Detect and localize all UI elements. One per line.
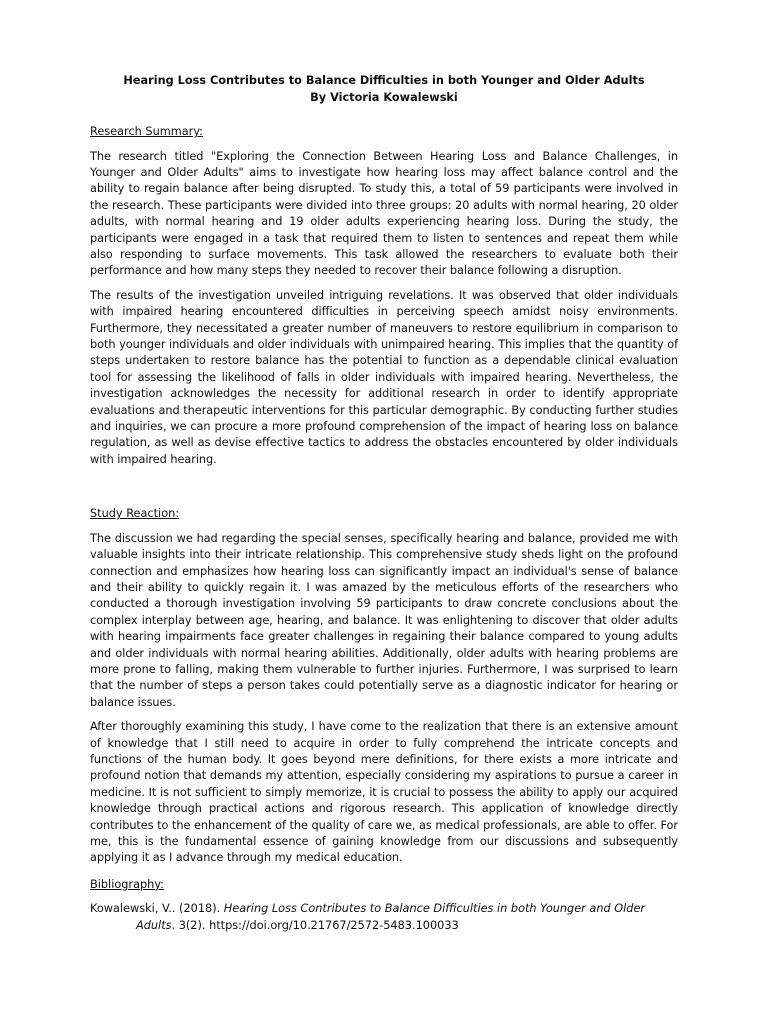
bibliography-details: . 3(2). https://doi.org/10.21767/2572-5483.100033	[171, 918, 459, 932]
bibliography-title: Hearing Loss Contributes to Balance Difficulties in both Younger and Older Adults	[136, 902, 646, 932]
bibliography-author-year: Kowalewski, V.. (2018).	[90, 902, 224, 916]
title-block	[90, 72, 678, 106]
study-reaction-paragraph-2: After thoroughly examining this study, I have come to the realization that there is an extensive amount of knowledge that I still need to acquire in order to fully comprehend the intricate concepts and functions of the human body. It goes beyond mere definitions, for there exists a more intricate and profound notion that demands my attention, especially considering my aspirations to pursue a career in medicine. It is not sufficient to simply memorize, it is crucial to possess the ability to apply our acquired knowledge through practical actions and rigorous research. This application of knowledge directly contributes to the enhancement of the quality of care we, as medical professionals, are able to offer. For me, this is the fundamental essence of gaining knowledge from our discussions and subsequently applying it as I advance through my medical education.	[90, 720, 678, 865]
study-reaction-heading: Study Reaction:	[90, 507, 180, 521]
document-byline: By Victoria Kowalewski	[310, 91, 458, 104]
bibliography-entry	[90, 901, 678, 934]
document-title: Hearing Loss Contributes to Balance Difficulties in both Younger and Older Adults	[123, 74, 645, 87]
study-reaction-paragraph-1: The discussion we had regarding the special senses, specifically hearing and balance, provided me with valuable insights into their intricate relationship. This comprehensive study sheds light on the profound connection and emphasizes how hearing loss can significantly impact an individual's sense of balance and their ability to quickly regain it. I was amazed by the meticulous efforts of the researchers who conducted a thorough investigation involving 59 participants to draw concrete conclusions about the complex interplay between age, hearing, and balance. It was enlightening to discover that older adults with hearing impairments face greater challenges in regaining their balance compared to young adults and older individuals with normal hearing abilities. Additionally, older adults with hearing problems are more prone to falling, making them vulnerable to further injuries. Furthermore, I was surprised to learn that the number of steps a person takes could potentially serve as a diagnostic indicator for hearing or balance issues.	[90, 531, 678, 709]
research-summary-paragraph-2: The results of the investigation unveiled intriguing revelations. It was observed that older individuals with impaired hearing encountered difficulties in perceiving speech amidst noisy environments. Furthermore, they necessitated a greater number of maneuvers to restore equilibrium in comparison to both younger individuals and older individuals with unimpaired hearing. This implies that the quantity of steps undertaken to restore balance has the potential to function as a dependable clinical evaluation tool for assessing the likelihood of falls in older individuals with impaired hearing. Nevertheless, the investigation acknowledges the necessity for additional research in order to identify appropriate evaluations and therapeutic interventions for this particular demographic. By conducting further studies and inquiries, we can procure a more profound comprehension of the impact of hearing loss on balance regulation, as well as devise effective tactics to address the obstacles encountered by older individuals with impaired hearing.	[90, 288, 678, 466]
research-summary-paragraph-1: The research titled "Exploring the Connection Between Hearing Loss and Balance Challenges, in Younger and Older Adults" aims to investigate how hearing loss may affect balance control and the ability to regain balance after being disrupted. To study this, a total of 59 participants were involved in the research. These participants were divided into three groups: 20 adults with normal hearing, 20 older adults, with normal hearing and 19 older adults experiencing hearing loss. During the study, the participants were engaged in a task that required them to listen to sentences and repeat them while also responding to surface movements. This task allowed the researchers to evaluate both their performance and how many steps they needed to recover their balance following a disruption.	[90, 149, 678, 278]
document-page	[90, 72, 678, 934]
research-summary-heading: Research Summary:	[90, 125, 203, 138]
bibliography-heading: Bibliography:	[90, 877, 164, 891]
